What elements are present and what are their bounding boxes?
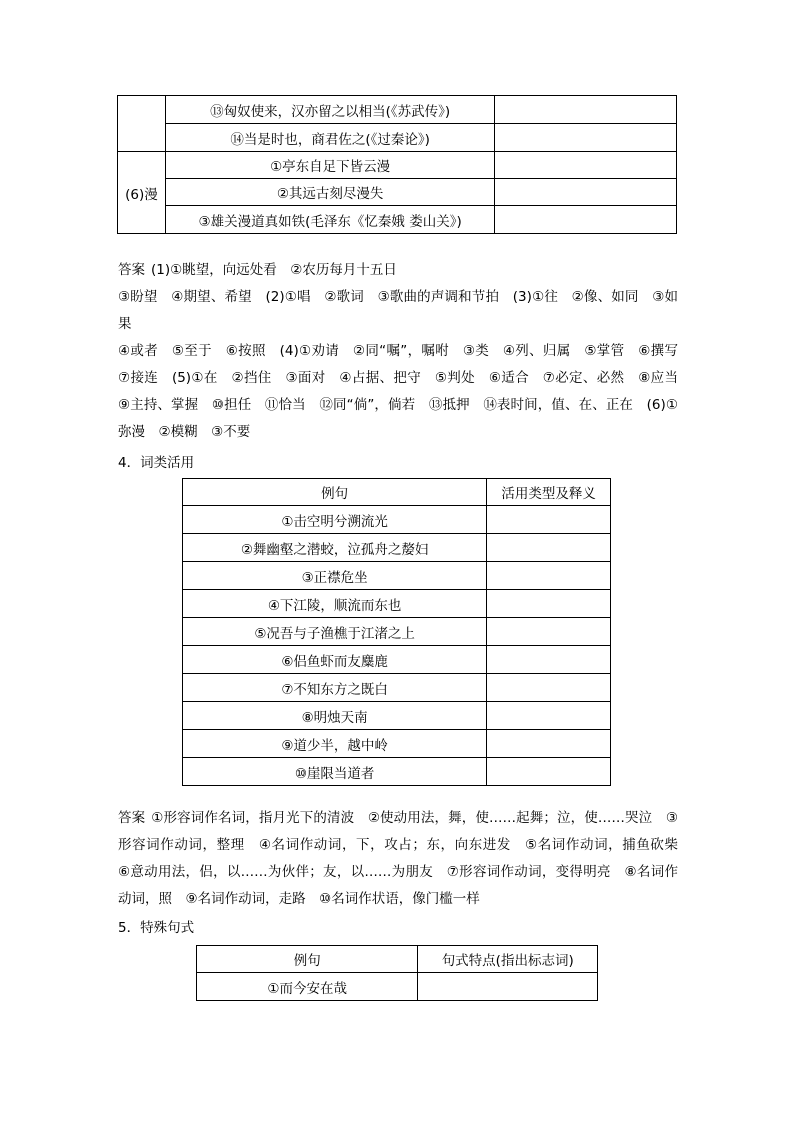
- example-cell: ⑭当是时也，商君佐之(《过秦论》): [165, 124, 494, 152]
- answer-cell: [487, 506, 611, 534]
- answer-line: ④或者 ⑤至于 ⑥按照 (4)①劝请 ②同“嘱”，嘱咐 ③类 ④列、归属 ⑤掌管 ⑥撰写 ⑦接连 (5)①在 ②挡住 ③面对 ④占据、把守 ⑤判处 ⑥适合 ⑦必定、必然 ⑧应当 ⑨主持、掌握 ⑩担任 ⑪恰当 ⑫同“倘”，倘若 ⑬抵押 ⑭表时间，值、在、正在 (6)①弥漫 ②模糊 ③不要: [118, 343, 692, 440]
- example-cell: ⑤况吾与子渔樵于江渚之上: [183, 618, 487, 646]
- table-row: [183, 702, 611, 730]
- answer-cell: [495, 179, 677, 206]
- answer-block-2: [118, 805, 692, 913]
- answer-cell: [495, 124, 677, 152]
- answer-cell: [495, 152, 677, 179]
- answer-cell: [487, 618, 611, 646]
- table-row: [183, 590, 611, 618]
- column-header: 活用类型及释义: [487, 479, 611, 506]
- section-5-title: 5．特殊句式: [118, 920, 195, 936]
- table-row: [197, 973, 598, 1001]
- table-row: [183, 562, 611, 590]
- example-cell: ③雄关漫道真如铁(毛泽东《忆秦娥 娄山关》): [165, 206, 494, 234]
- example-cell: ⑥侣鱼虾而友麋鹿: [183, 646, 487, 674]
- table-row: [183, 758, 611, 786]
- answer-text: (1)①眺望，向远处看 ②农历每月十五日: [151, 262, 397, 278]
- table-special-sentences: [196, 945, 598, 1001]
- group-cell: [118, 96, 166, 152]
- table-row: [118, 124, 677, 152]
- table-row: [183, 730, 611, 758]
- answer-text: ①形容词作名词，指月光下的清波 ②使动用法，舞，使……起舞；泣，使……哭泣 ③形容词作动词，整理 ④名词作动词，下，攻占；东，向东进发 ⑤名词作动词，捕鱼砍柴 ⑥意动用法，侣，以……为伙伴；友，以……为朋友 ⑦形容词作动词，变得明亮 ⑧名词作动词，照 ⑨名词作动词，走路 ⑩名词作状语，像门槛一样: [118, 810, 692, 907]
- answer-cell: [487, 674, 611, 702]
- table-header-row: [183, 479, 611, 506]
- answer-cell: [487, 534, 611, 562]
- table-row: [183, 646, 611, 674]
- example-cell: ④下江陵，顺流而东也: [183, 590, 487, 618]
- column-header: 句式特点(指出标志词): [418, 946, 598, 973]
- table-continuation: [117, 95, 677, 234]
- table-row: [183, 534, 611, 562]
- answer-cell: [418, 973, 598, 1001]
- answer-block-1: [118, 257, 692, 446]
- table-word-usage: [182, 478, 611, 786]
- example-cell: ②舞幽壑之潜蛟，泣孤舟之嫠妇: [183, 534, 487, 562]
- table-row: [118, 179, 677, 206]
- example-cell: ①击空明兮溯流光: [183, 506, 487, 534]
- answer-label: 答案: [118, 262, 145, 278]
- answer-line: [118, 257, 678, 284]
- answer-line: ③盼望 ④期望、希望 (2)①唱 ②歌词 ③歌曲的声调和节拍 (3)①往 ②像、如同 ③如果: [118, 289, 678, 332]
- answer-cell: [487, 562, 611, 590]
- table-row: [118, 96, 677, 124]
- example-cell: ②其远古刻尽漫失: [165, 179, 494, 206]
- answer-line: [118, 805, 692, 913]
- answer-cell: [487, 758, 611, 786]
- answer-label: 答案: [118, 810, 146, 826]
- table-row: [183, 618, 611, 646]
- section-4-title: 4．词类活用: [118, 455, 195, 471]
- table-row: [118, 206, 677, 234]
- answer-cell: [495, 96, 677, 124]
- answer-cell: [487, 590, 611, 618]
- example-cell: ⑧明烛天南: [183, 702, 487, 730]
- example-cell: ①亭东自足下皆云漫: [165, 152, 494, 179]
- group-cell: (6)漫: [118, 152, 166, 234]
- example-cell: ①而今安在哉: [197, 973, 418, 1001]
- example-cell: ⑦不知东方之既白: [183, 674, 487, 702]
- answer-cell: [495, 206, 677, 234]
- table-header-row: [197, 946, 598, 973]
- table-row: [118, 152, 677, 179]
- answer-cell: [487, 646, 611, 674]
- example-cell: ⑨道少半，越中岭: [183, 730, 487, 758]
- table-row: [183, 506, 611, 534]
- answer-cell: [487, 702, 611, 730]
- table-row: [183, 674, 611, 702]
- answer-cell: [487, 730, 611, 758]
- example-cell: ③正襟危坐: [183, 562, 487, 590]
- example-cell: ⑩崖限当道者: [183, 758, 487, 786]
- column-header: 例句: [183, 479, 487, 506]
- column-header: 例句: [197, 946, 418, 973]
- example-cell: ⑬匈奴使来，汉亦留之以相当(《苏武传》): [165, 96, 494, 124]
